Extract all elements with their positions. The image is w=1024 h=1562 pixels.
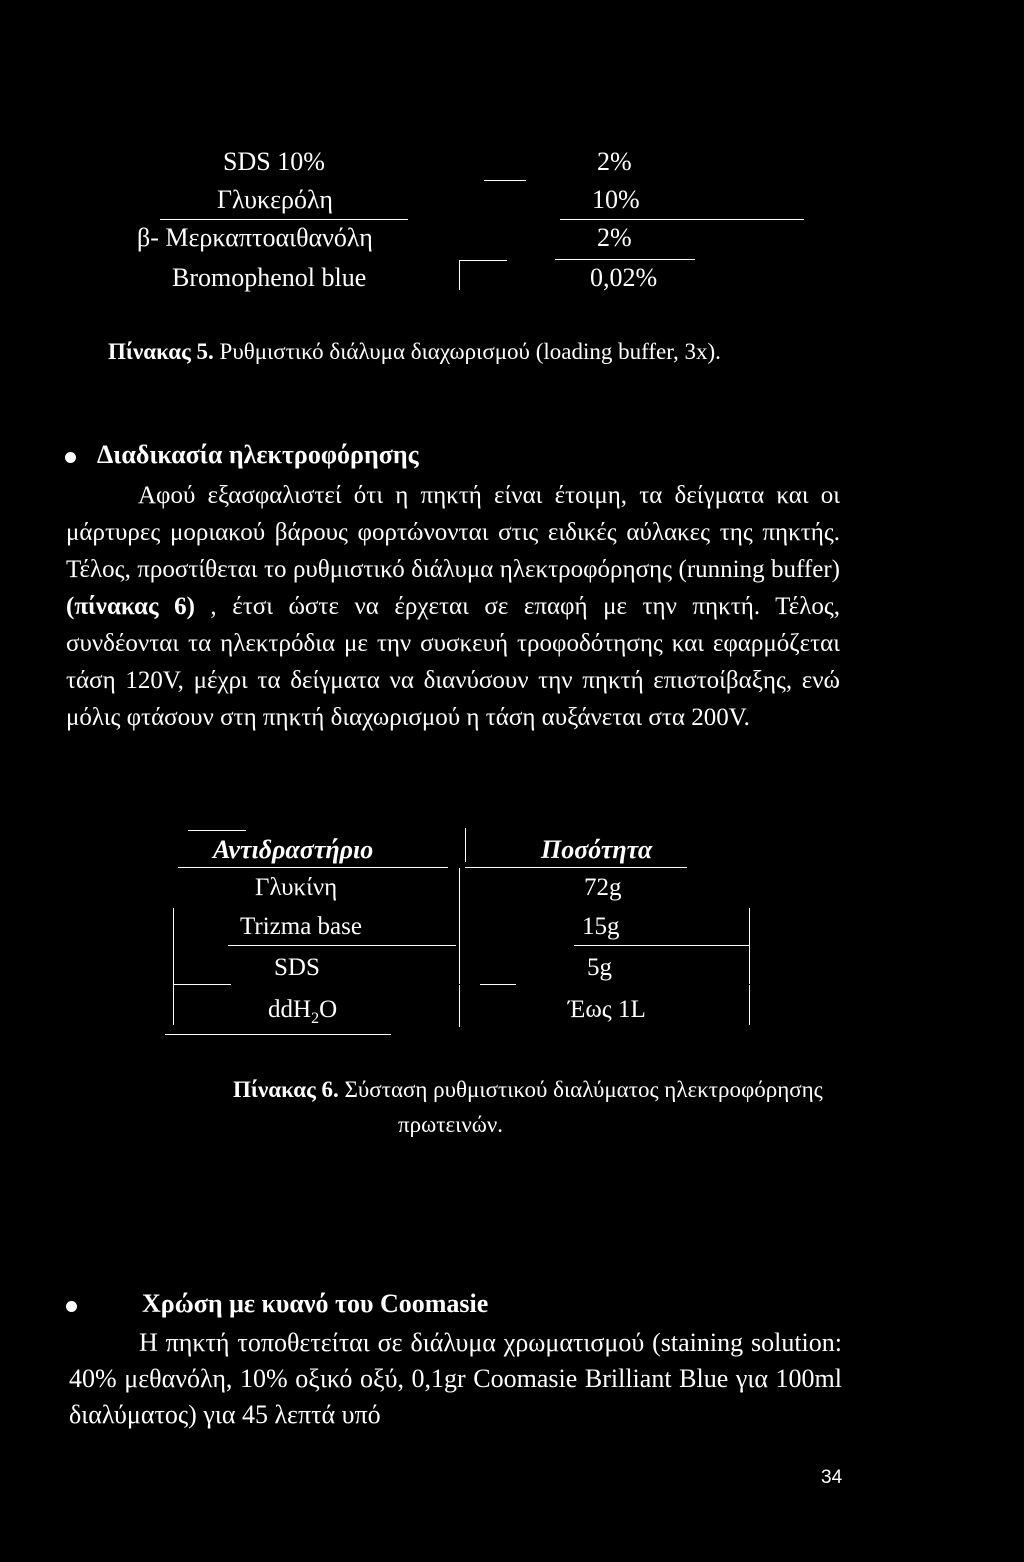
- table-rule: [178, 867, 448, 868]
- section-heading-electrophoresis: Διαδικασία ηλεκτροφόρησης: [97, 440, 419, 469]
- table-6-reagent-4-subscript: 2: [311, 1010, 320, 1027]
- table-6-caption-line-1: [233, 1077, 823, 1103]
- bullet-icon: [66, 1301, 77, 1312]
- table-6-caption-line-2: πρωτεινών.: [398, 1112, 504, 1137]
- table-rule: [459, 985, 460, 1027]
- table-5-value-4: 0,02%: [590, 263, 658, 292]
- table-5-caption: [108, 339, 721, 365]
- table-6-header-quantity: Ποσότητα: [541, 835, 653, 864]
- table-6-reagent-3: SDS: [274, 954, 320, 981]
- section-heading-coomassie: Χρώση με κυανό του Coomasie: [142, 1289, 489, 1318]
- table-rule: [480, 984, 516, 985]
- table-rule: [749, 946, 750, 984]
- table-rule: [749, 908, 750, 946]
- table-rule: [173, 985, 174, 1025]
- table-rule: [574, 945, 750, 946]
- table-rule: [228, 945, 456, 946]
- table-rule: [173, 908, 174, 946]
- table-rule: [459, 868, 460, 908]
- electrophoresis-text-2: , έτσι ώστε να έρχεται σε επαφή με την πηκτή. Τέλος, συνδέονται τα ηλεκτρόδια με την συσκευή τροφοδότησης και εφαρμόζεται τάση 120V, μέχρι τα δείγματα να διανύσουν την πηκτή επιστοίβαξης, ενώ μόλις φτάσουν στη πηκτή διαχωρισμού η τάση αυξάνεται στα 200V.: [66, 593, 840, 731]
- table-5-name-4: Bromophenol blue: [172, 263, 367, 292]
- table-rule: [555, 259, 695, 260]
- electrophoresis-paragraph: [66, 477, 840, 736]
- page-number: 34: [821, 1467, 843, 1488]
- table-rule: [165, 1034, 391, 1035]
- bullet-icon: [65, 452, 76, 463]
- table-6-quantity-1: 72g: [584, 874, 622, 901]
- table-rule: [560, 219, 804, 220]
- table-rule: [465, 828, 466, 862]
- table-6-reagent-1: Γλυκίνη: [255, 874, 338, 901]
- coomassie-paragraph: Η πηκτή τοποθετείται σε διάλυμα χρωματισμού (staining solution: 40% μεθανόλη, 10% οξικό οξύ, 0,1gr Coomasie Brilliant Blue για 100ml διαλύματος) για 45 λεπτά υπό: [69, 1328, 842, 1429]
- table-6-quantity-4: Έως 1L: [568, 996, 646, 1023]
- table-6-header-reagent: Αντιδραστήριο: [213, 835, 374, 864]
- table-rule: [188, 830, 246, 831]
- table-6-reagent-4-main: ddH: [268, 996, 312, 1023]
- table-5-name-3: β- Μερκαπτοαιθανόλη: [137, 223, 373, 252]
- table-rule: [459, 260, 507, 261]
- table-5-caption-text: Ρυθμιστικό διάλυμα διαχωρισμού (loading buffer, 3x).: [213, 339, 721, 364]
- table-5-caption-label: Πίνακας 5.: [108, 339, 214, 364]
- table-6-reference: (πίνακας 6): [66, 593, 195, 620]
- table-5-value-3: 2%: [597, 223, 632, 252]
- table-rule: [459, 908, 460, 946]
- table-rule: [459, 946, 460, 984]
- electrophoresis-text-1: Αφού εξασφαλιστεί ότι η πηκτή είναι έτοιμη, τα δείγματα και οι μάρτυρες μοριακού βάρους φορτώνονται στις ειδικές αύλακες της πηκτής. Τέλος, προστίθεται το ρυθμιστικό διάλυμα ηλεκτροφόρησης (running buffer): [66, 482, 840, 583]
- table-6-reagent-4-end: O: [319, 996, 338, 1023]
- table-rule: [484, 180, 526, 181]
- table-6-quantity-2: 15g: [582, 913, 620, 940]
- table-rule: [465, 867, 687, 868]
- table-6-quantity-3: 5g: [587, 954, 612, 981]
- table-6-caption-label: Πίνακας 6.: [233, 1077, 339, 1102]
- table-rule: [749, 985, 750, 1025]
- table-5-name-2: Γλυκερόλη: [217, 185, 334, 214]
- table-5-value-2: 10%: [592, 185, 640, 214]
- table-rule: [173, 984, 231, 985]
- table-rule: [160, 219, 408, 220]
- table-5-value-1: 2%: [597, 147, 632, 176]
- table-6-reagent-4: [268, 996, 337, 1028]
- table-6-reagent-2: Trizma base: [240, 913, 362, 940]
- table-6-caption-text: Σύσταση ρυθμιστικού διαλύματος ηλεκτροφόρησης: [338, 1077, 823, 1102]
- table-5-name-1: SDS 10%: [223, 147, 325, 176]
- table-rule: [459, 260, 460, 290]
- table-rule: [173, 946, 174, 984]
